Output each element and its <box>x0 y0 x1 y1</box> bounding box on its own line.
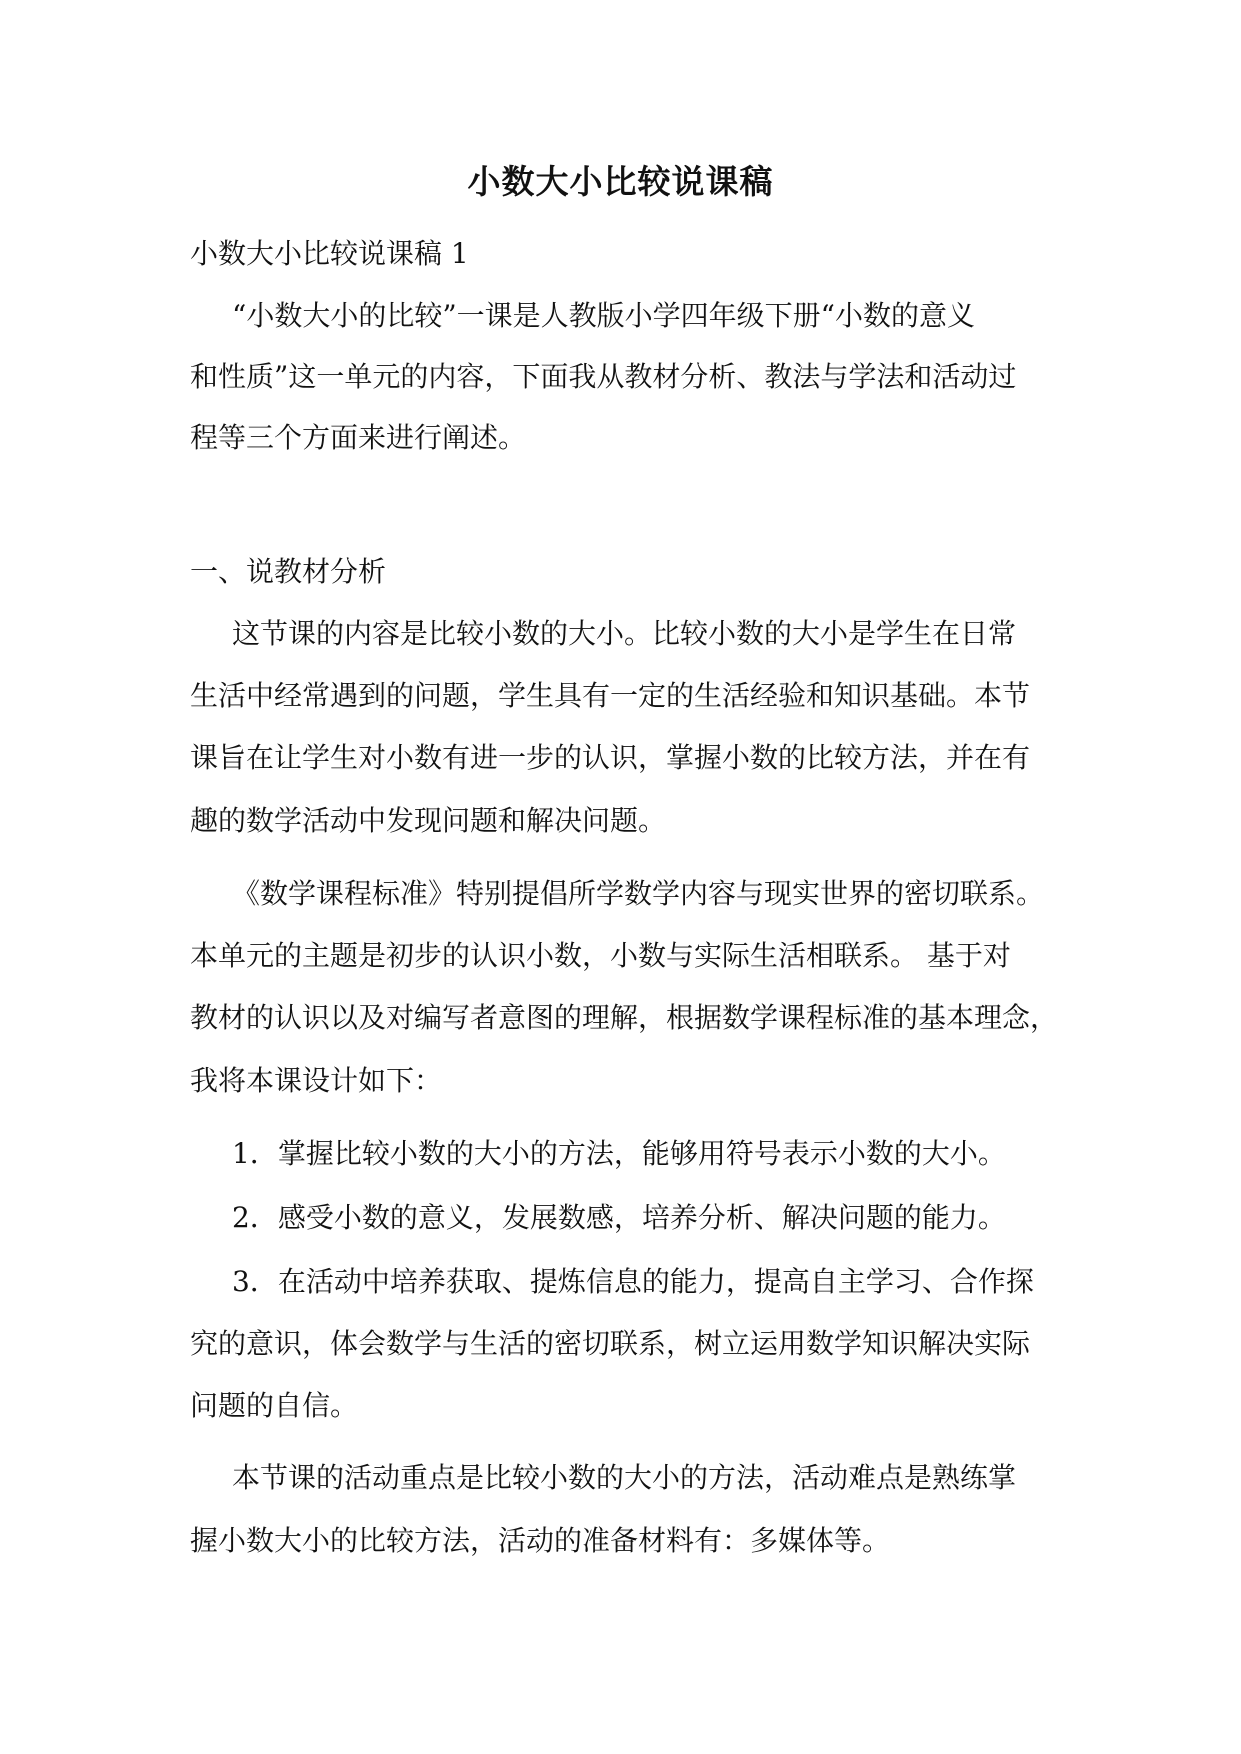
para2-line-3: 教材的认识以及对编写者意图的理解，根据数学课程标准的基本理念， <box>190 1001 1059 1034</box>
intro-line-2: 和性质”这一单元的内容，下面我从教材分析、教法与学法和活动过 <box>190 360 1017 393</box>
goal-2: 2．感受小数的意义，发展数感，培养分析、解决问题的能力。 <box>232 1201 1006 1234</box>
goal3-line-1: 3．在活动中培养获取、提炼信息的能力，提高自主学习、合作探 <box>232 1265 1034 1298</box>
section1-heading: 一、说教材分析 <box>190 555 387 588</box>
intro-line-1: “小数大小的比较”一课是人教版小学四年级下册“小数的意义 <box>232 299 975 332</box>
para1-line-2: 生活中经常遇到的问题，学生具有一定的生活经验和知识基础。本节 <box>190 679 1031 712</box>
document-subtitle: 小数大小比较说课稿 1 <box>190 237 469 270</box>
para2-line-4: 我将本课设计如下： <box>190 1064 443 1097</box>
goal3-line-3: 问题的自信。 <box>190 1389 359 1422</box>
para1-line-3: 课旨在让学生对小数有进一步的认识，掌握小数的比较方法，并在有 <box>190 741 1031 774</box>
para2-line-1: 《数学课程标准》特别提倡所学数学内容与现实世界的密切联系。 <box>232 877 1045 910</box>
para1-line-1: 这节课的内容是比较小数的大小。比较小数的大小是学生在日常 <box>232 617 1017 650</box>
para3-line-1: 本节课的活动重点是比较小数的大小的方法，活动难点是熟练掌 <box>232 1461 1017 1494</box>
document-title: 小数大小比较说课稿 <box>467 162 774 201</box>
goal-1: 1．掌握比较小数的大小的方法，能够用符号表示小数的大小。 <box>232 1137 1006 1170</box>
para3-line-2: 握小数大小的比较方法，活动的准备材料有：多媒体等。 <box>190 1524 891 1557</box>
goal3-line-2: 究的意识，体会数学与生活的密切联系，树立运用数学知识解决实际 <box>190 1327 1031 1360</box>
para2-line-2: 本单元的主题是初步的认识小数，小数与实际生活相联系。 基于对 <box>190 939 1011 972</box>
intro-line-3: 程等三个方面来进行阐述。 <box>190 421 527 454</box>
para1-line-4: 趣的数学活动中发现问题和解决问题。 <box>190 804 667 837</box>
